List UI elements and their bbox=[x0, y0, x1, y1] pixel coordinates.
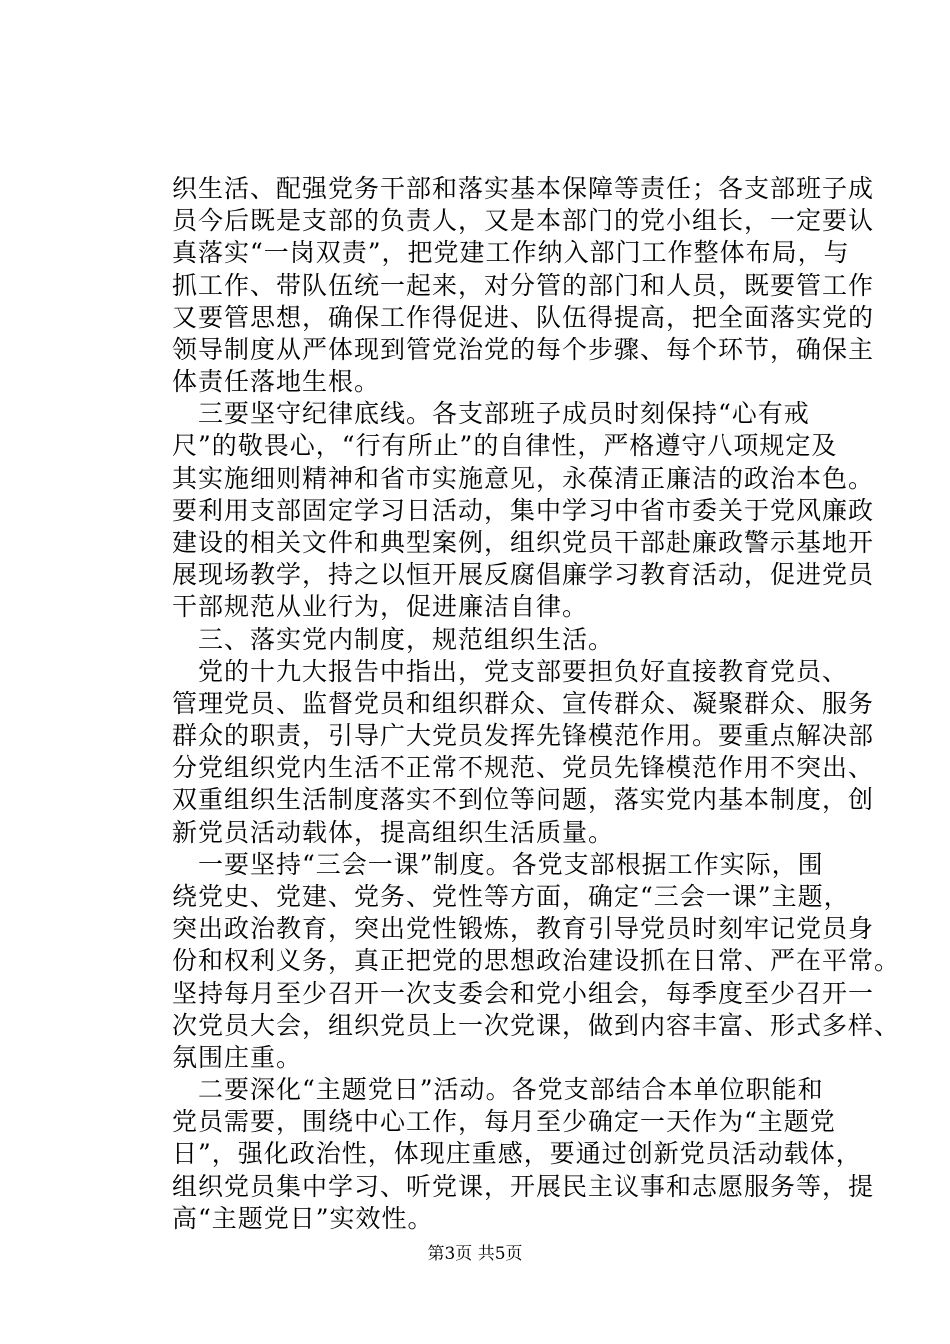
text-line: 其实施细则精神和省市实施意见，永葆清正廉洁的政治本色。 bbox=[172, 463, 875, 493]
text-line: 建设的相关文件和典型案例，组织党员干部赴廉政警示基地开 bbox=[172, 528, 875, 557]
text-line: 三要坚守纪律底线。各支部班子成员时刻保持“心有戒 bbox=[172, 399, 810, 429]
text-line: 展现场教学，持之以恒开展反腐倡廉学习教育活动，促进党员 bbox=[172, 560, 875, 590]
text-line: 一要坚持“三会一课”制度。各党支部根据工作实际，围 bbox=[172, 849, 824, 879]
text-line: 管理党员、监督党员和组织群众、宣传群众、凝聚群众、服务 bbox=[172, 688, 875, 718]
text-line: 体责任落地生根。 bbox=[172, 367, 381, 397]
section-heading: 三、落实党内制度，规范组织生活。 bbox=[172, 624, 615, 654]
text-line: 氛围庄重。 bbox=[172, 1042, 303, 1072]
text-line: 双重组织生活制度落实不到位等问题，落实党内基本制度，创 bbox=[172, 785, 875, 815]
text-line: 绕党史、党建、党务、党性等方面，确定“三会一课”主题， bbox=[172, 882, 850, 911]
page-footer: 第3页 共5页 bbox=[427, 1244, 523, 1264]
text-line: 真落实“一岗双责”，把党建工作纳入部门工作整体布局，与 bbox=[172, 238, 850, 268]
text-line: 群众的职责，引导广大党员发挥先锋模范作用。要重点解决部 bbox=[172, 721, 875, 751]
text-line: 日”，强化政治性，体现庄重感，要通过创新党员活动载体， bbox=[172, 1139, 862, 1169]
text-line: 份和权利义务，真正把党的思想政治建设抓在日常、严在平常。 bbox=[172, 946, 901, 976]
text-line: 分党组织党内生活不正常不规范、党员先锋模范作用不突出、 bbox=[172, 753, 875, 783]
text-line: 党员需要，围绕中心工作，每月至少确定一天作为“主题党 bbox=[172, 1107, 836, 1137]
text-line: 突出政治教育，突出党性锻炼，教育引导党员时刻牢记党员身 bbox=[172, 914, 875, 944]
text-line: 要利用支部固定学习日活动，集中学习中省市委关于党风廉政 bbox=[172, 495, 875, 525]
text-line: 二要深化“主题党日”活动。各党支部结合本单位职能和 bbox=[172, 1075, 824, 1105]
text-line: 次党员大会，组织党员上一次党课，做到内容丰富、形式多样、 bbox=[172, 1010, 901, 1040]
text-line: 抓工作、带队伍统一起来，对分管的部门和人员，既要管工作 bbox=[172, 270, 875, 300]
text-line: 领导制度从严体现到管党治党的每个步骤、每个环节，确保主 bbox=[172, 334, 875, 364]
text-line: 员今后既是支部的负责人，又是本部门的党小组长，一定要认 bbox=[172, 206, 875, 236]
text-line: 坚持每月至少召开一次支委会和党小组会，每季度至少召开一 bbox=[172, 978, 875, 1008]
text-line: 尺”的敬畏心，“行有所止”的自律性，严格遵守八项规定及 bbox=[172, 431, 838, 461]
text-line: 组织党员集中学习、听党课，开展民主议事和志愿服务等，提 bbox=[172, 1171, 875, 1201]
text-line: 高“主题党日”实效性。 bbox=[172, 1203, 434, 1233]
text-line: 又要管思想，确保工作得促进、队伍得提高，把全面落实党的 bbox=[172, 302, 875, 332]
text-line: 新党员活动载体，提高组织生活质量。 bbox=[172, 817, 615, 847]
text-line: 党的十九大报告中指出，党支部要担负好直接教育党员、 bbox=[172, 656, 849, 686]
text-line: 干部规范从业行为，促进廉洁自律。 bbox=[172, 592, 589, 622]
text-line: 织生活、配强党务干部和落实基本保障等责任；各支部班子成 bbox=[172, 174, 875, 203]
